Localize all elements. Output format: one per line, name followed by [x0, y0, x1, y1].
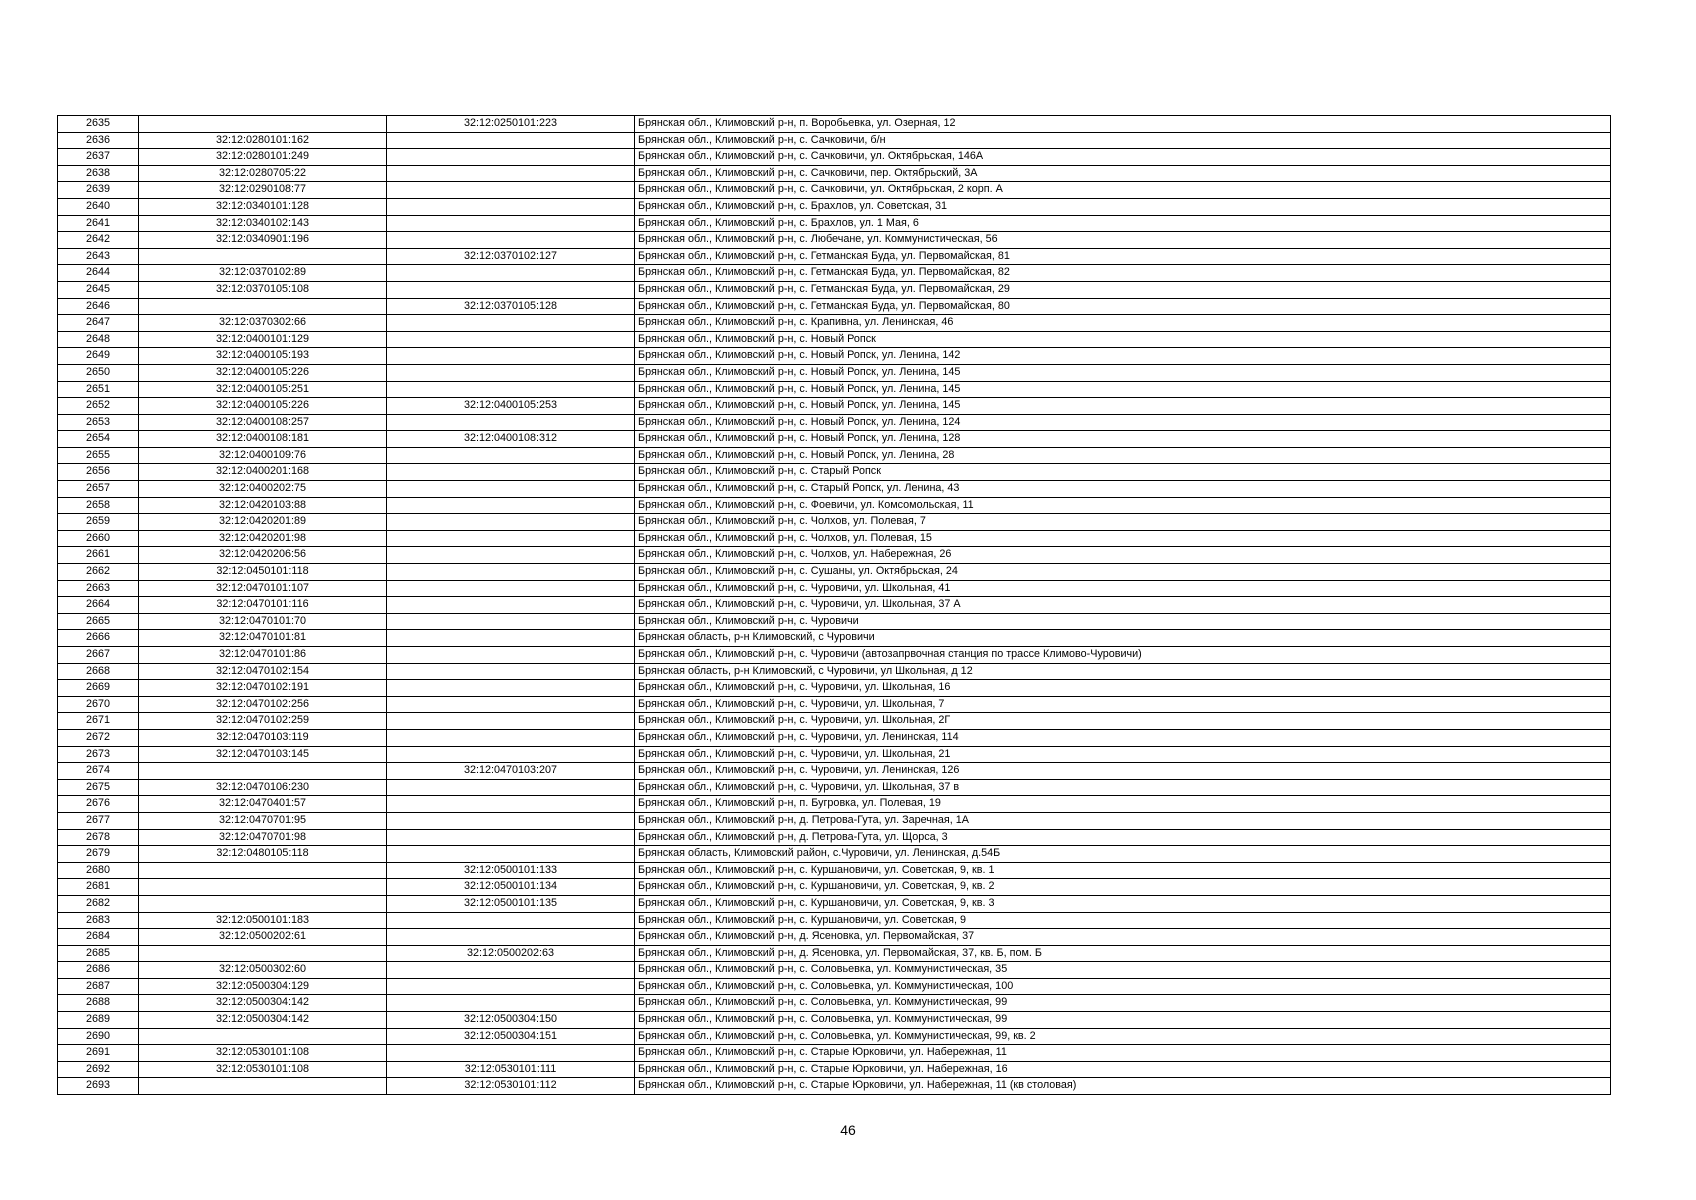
- row-number-cell: 2692: [58, 1061, 139, 1078]
- cadastral-number-cell: [139, 862, 387, 879]
- cadastral-number-2-cell: [387, 912, 635, 929]
- row-number-cell: 2685: [58, 945, 139, 962]
- address-cell: Брянская обл., Климовский р-н, с. Соловьевка, ул. Коммунистическая, 35: [635, 962, 1611, 979]
- cadastral-number-2-cell: [387, 796, 635, 813]
- address-cell: Брянская обл., Климовский р-н, с. Чуровичи, ул. Школьная, 7: [635, 696, 1611, 713]
- row-number-cell: 2635: [58, 116, 139, 133]
- cadastral-number-2-cell: 32:12:0500101:134: [387, 879, 635, 896]
- cadastral-number-cell: 32:12:0420206:56: [139, 547, 387, 564]
- cadastral-number-cell: 32:12:0280705:22: [139, 165, 387, 182]
- row-number-cell: 2657: [58, 481, 139, 498]
- cadastral-number-cell: 32:12:0470102:259: [139, 713, 387, 730]
- row-number-cell: 2684: [58, 929, 139, 946]
- cadastral-number-2-cell: [387, 348, 635, 365]
- table-row: [58, 364, 1611, 381]
- table-row: [58, 663, 1611, 680]
- table-row: [58, 862, 1611, 879]
- table-row: [58, 298, 1611, 315]
- address-cell: Брянская обл., Климовский р-н, с. Новый Ропск, ул. Ленина, 128: [635, 431, 1611, 448]
- table-row: [58, 779, 1611, 796]
- cadastral-number-2-cell: 32:12:0400105:253: [387, 398, 635, 415]
- cadastral-number-cell: 32:12:0340101:128: [139, 198, 387, 215]
- cadastral-number-2-cell: 32:12:0500101:135: [387, 895, 635, 912]
- cadastral-number-cell: [139, 895, 387, 912]
- address-cell: Брянская обл., Климовский р-н, с. Старый Ропск, ул. Ленина, 43: [635, 481, 1611, 498]
- cadastral-number-2-cell: [387, 680, 635, 697]
- table-row: [58, 398, 1611, 415]
- cadastral-number-2-cell: [387, 779, 635, 796]
- cadastral-number-2-cell: [387, 530, 635, 547]
- address-cell: Брянская обл., Климовский р-н, д. Петрова-Гута, ул. Заречная, 1А: [635, 812, 1611, 829]
- table-row: [58, 116, 1611, 133]
- address-cell: Брянская обл., Климовский р-н, с. Чуровичи, ул. Школьная, 37 А: [635, 597, 1611, 614]
- cadastral-number-2-cell: [387, 729, 635, 746]
- cadastral-number-cell: 32:12:0400105:226: [139, 398, 387, 415]
- cadastral-number-cell: 32:12:0340901:196: [139, 232, 387, 249]
- cadastral-number-cell: 32:12:0500302:60: [139, 962, 387, 979]
- address-cell: Брянская обл., Климовский р-н, с. Сачковичи, пер. Октябрьский, 3А: [635, 165, 1611, 182]
- row-number-cell: 2645: [58, 281, 139, 298]
- table-row: [58, 547, 1611, 564]
- row-number-cell: 2641: [58, 215, 139, 232]
- row-number-cell: 2674: [58, 763, 139, 780]
- cadastral-number-cell: 32:12:0470103:119: [139, 729, 387, 746]
- cadastral-number-2-cell: [387, 580, 635, 597]
- address-cell: Брянская обл., Климовский р-н, с. Соловьевка, ул. Коммунистическая, 99, кв. 2: [635, 1028, 1611, 1045]
- row-number-cell: 2688: [58, 995, 139, 1012]
- cadastral-number-2-cell: [387, 647, 635, 664]
- address-cell: Брянская обл., Климовский р-н, с. Новый Ропск, ул. Ленина, 124: [635, 414, 1611, 431]
- table-row: [58, 315, 1611, 332]
- cadastral-number-cell: 32:12:0400101:129: [139, 331, 387, 348]
- table-row: [58, 812, 1611, 829]
- table-row: [58, 431, 1611, 448]
- cadastral-number-2-cell: [387, 331, 635, 348]
- table-row: [58, 630, 1611, 647]
- address-cell: Брянская обл., Климовский р-н, с. Куршановичи, ул. Советская, 9, кв. 3: [635, 895, 1611, 912]
- cadastral-number-cell: [139, 879, 387, 896]
- cadastral-number-2-cell: [387, 165, 635, 182]
- cadastral-number-2-cell: [387, 281, 635, 298]
- address-cell: Брянская обл., Климовский р-н, с. Крапивна, ул. Ленинская, 46: [635, 315, 1611, 332]
- row-number-cell: 2642: [58, 232, 139, 249]
- address-cell: Брянская обл., Климовский р-н, с. Куршановичи, ул. Советская, 9, кв. 1: [635, 862, 1611, 879]
- cadastral-number-cell: 32:12:0370105:108: [139, 281, 387, 298]
- cadastral-number-2-cell: [387, 613, 635, 630]
- row-number-cell: 2649: [58, 348, 139, 365]
- cadastral-number-cell: [139, 116, 387, 133]
- address-cell: Брянская область, р-н Климовский, с Чуровичи, ул Школьная, д 12: [635, 663, 1611, 680]
- address-cell: Брянская обл., Климовский р-н, с. Новый Ропск, ул. Ленина, 28: [635, 447, 1611, 464]
- table-row: [58, 1061, 1611, 1078]
- cadastral-number-cell: 32:12:0370302:66: [139, 315, 387, 332]
- cadastral-number-cell: 32:12:0400105:193: [139, 348, 387, 365]
- cadastral-number-2-cell: [387, 597, 635, 614]
- row-number-cell: 2668: [58, 663, 139, 680]
- table-row: [58, 1028, 1611, 1045]
- cadastral-number-cell: 32:12:0470102:154: [139, 663, 387, 680]
- cadastral-number-2-cell: [387, 829, 635, 846]
- row-number-cell: 2666: [58, 630, 139, 647]
- address-cell: Брянская область, Климовский район, с.Чуровичи, ул. Ленинская, д.54Б: [635, 846, 1611, 863]
- cadastral-number-2-cell: [387, 364, 635, 381]
- table-row: [58, 729, 1611, 746]
- cadastral-number-2-cell: [387, 547, 635, 564]
- cadastral-number-2-cell: [387, 663, 635, 680]
- table-row: [58, 1078, 1611, 1095]
- row-number-cell: 2667: [58, 647, 139, 664]
- table-row: [58, 945, 1611, 962]
- row-number-cell: 2670: [58, 696, 139, 713]
- cadastral-number-cell: [139, 248, 387, 265]
- cadastral-number-cell: 32:12:0400108:181: [139, 431, 387, 448]
- row-number-cell: 2677: [58, 812, 139, 829]
- address-cell: Брянская обл., Климовский р-н, с. Сачковичи, ул. Октябрьская, 146А: [635, 149, 1611, 166]
- address-cell: Брянская обл., Климовский р-н, с. Чуровичи, ул. Ленинская, 126: [635, 763, 1611, 780]
- cadastral-number-cell: 32:12:0470101:86: [139, 647, 387, 664]
- cadastral-number-2-cell: [387, 464, 635, 481]
- cadastral-number-cell: 32:12:0370102:89: [139, 265, 387, 282]
- table-row: [58, 281, 1611, 298]
- address-cell: Брянская обл., Климовский р-н, с. Старые Юрковичи, ул. Набережная, 16: [635, 1061, 1611, 1078]
- cadastral-number-cell: 32:12:0470106:230: [139, 779, 387, 796]
- table-row: [58, 912, 1611, 929]
- address-cell: Брянская обл., Климовский р-н, с. Новый Ропск, ул. Ленина, 145: [635, 398, 1611, 415]
- cadastral-number-2-cell: [387, 812, 635, 829]
- address-cell: Брянская обл., Климовский р-н, с. Любечане, ул. Коммунистическая, 56: [635, 232, 1611, 249]
- cadastral-number-2-cell: 32:12:0500304:151: [387, 1028, 635, 1045]
- table-row: [58, 464, 1611, 481]
- address-cell: Брянская обл., Климовский р-н, с. Брахлов, ул. Советская, 31: [635, 198, 1611, 215]
- address-cell: Брянская обл., Климовский р-н, с. Сачковичи, б/н: [635, 132, 1611, 149]
- table-row: [58, 597, 1611, 614]
- table-row: [58, 414, 1611, 431]
- address-cell: Брянская обл., Климовский р-н, д. Ясеновка, ул. Первомайская, 37: [635, 929, 1611, 946]
- row-number-cell: 2653: [58, 414, 139, 431]
- address-cell: Брянская обл., Климовский р-н, с. Чуровичи, ул. Школьная, 41: [635, 580, 1611, 597]
- cadastral-number-2-cell: [387, 746, 635, 763]
- cadastral-number-2-cell: 32:12:0370102:127: [387, 248, 635, 265]
- row-number-cell: 2661: [58, 547, 139, 564]
- table-row: [58, 514, 1611, 531]
- cadastral-number-2-cell: [387, 381, 635, 398]
- address-cell: Брянская обл., Климовский р-н, п. Бугровка, ул. Полевая, 19: [635, 796, 1611, 813]
- row-number-cell: 2673: [58, 746, 139, 763]
- cadastral-number-cell: 32:12:0470102:256: [139, 696, 387, 713]
- row-number-cell: 2669: [58, 680, 139, 697]
- cadastral-number-cell: 32:12:0400108:257: [139, 414, 387, 431]
- table-row: [58, 182, 1611, 199]
- address-cell: Брянская обл., Климовский р-н, с. Брахлов, ул. 1 Мая, 6: [635, 215, 1611, 232]
- row-number-cell: 2639: [58, 182, 139, 199]
- cadastral-number-2-cell: [387, 929, 635, 946]
- cadastral-number-cell: 32:12:0500101:183: [139, 912, 387, 929]
- table-row: [58, 265, 1611, 282]
- address-cell: Брянская обл., Климовский р-н, с. Фоевичи, ул. Комсомольская, 11: [635, 497, 1611, 514]
- address-cell: Брянская обл., Климовский р-н, с. Новый Ропск, ул. Ленина, 145: [635, 381, 1611, 398]
- cadastral-number-cell: 32:12:0470701:95: [139, 812, 387, 829]
- cadastral-number-cell: 32:12:0280101:249: [139, 149, 387, 166]
- address-cell: Брянская обл., Климовский р-н, с. Новый Ропск, ул. Ленина, 145: [635, 364, 1611, 381]
- table-row: [58, 165, 1611, 182]
- registry-body: [58, 116, 1611, 1095]
- cadastral-number-cell: 32:12:0530101:108: [139, 1045, 387, 1062]
- cadastral-number-2-cell: [387, 514, 635, 531]
- address-cell: Брянская обл., Климовский р-н, п. Воробьевка, ул. Озерная, 12: [635, 116, 1611, 133]
- table-row: [58, 1012, 1611, 1029]
- address-cell: Брянская обл., Климовский р-н, с. Старые Юрковичи, ул. Набережная, 11: [635, 1045, 1611, 1062]
- address-cell: Брянская обл., Климовский р-н, с. Чолхов, ул. Полевая, 7: [635, 514, 1611, 531]
- cadastral-number-cell: 32:12:0500304:129: [139, 978, 387, 995]
- table-row: [58, 647, 1611, 664]
- row-number-cell: 2686: [58, 962, 139, 979]
- row-number-cell: 2672: [58, 729, 139, 746]
- row-number-cell: 2636: [58, 132, 139, 149]
- table-row: [58, 995, 1611, 1012]
- row-number-cell: 2681: [58, 879, 139, 896]
- address-cell: Брянская обл., Климовский р-н, с. Куршановичи, ул. Советская, 9: [635, 912, 1611, 929]
- address-cell: Брянская обл., Климовский р-н, с. Чуровичи, ул. Школьная, 21: [635, 746, 1611, 763]
- cadastral-number-cell: 32:12:0470101:107: [139, 580, 387, 597]
- cadastral-number-2-cell: 32:12:0500101:133: [387, 862, 635, 879]
- table-row: [58, 497, 1611, 514]
- row-number-cell: 2658: [58, 497, 139, 514]
- cadastral-number-2-cell: [387, 315, 635, 332]
- row-number-cell: 2652: [58, 398, 139, 415]
- address-cell: Брянская обл., Климовский р-н, с. Чуровичи (автозапрвочная станция по трассе Климово-Чуровичи): [635, 647, 1611, 664]
- cadastral-number-2-cell: [387, 182, 635, 199]
- address-cell: Брянская область, р-н Климовский, с Чуровичи: [635, 630, 1611, 647]
- address-cell: Брянская обл., Климовский р-н, с. Чолхов, ул. Набережная, 26: [635, 547, 1611, 564]
- address-cell: Брянская обл., Климовский р-н, с. Чолхов, ул. Полевая, 15: [635, 530, 1611, 547]
- address-cell: Брянская обл., Климовский р-н, с. Сушаны, ул. Октябрьская, 24: [635, 564, 1611, 581]
- address-cell: Брянская обл., Климовский р-н, с. Старые Юрковичи, ул. Набережная, 11 (кв столовая): [635, 1078, 1611, 1095]
- table-row: [58, 248, 1611, 265]
- cadastral-number-2-cell: [387, 713, 635, 730]
- cadastral-number-2-cell: [387, 1045, 635, 1062]
- address-cell: Брянская обл., Климовский р-н, д. Петрова-Гута, ул. Щорса, 3: [635, 829, 1611, 846]
- row-number-cell: 2687: [58, 978, 139, 995]
- cadastral-number-2-cell: [387, 414, 635, 431]
- cadastral-number-2-cell: 32:12:0470103:207: [387, 763, 635, 780]
- cadastral-number-cell: [139, 945, 387, 962]
- cadastral-number-2-cell: [387, 265, 635, 282]
- table-row: [58, 348, 1611, 365]
- cadastral-number-2-cell: [387, 630, 635, 647]
- address-cell: Брянская обл., Климовский р-н, с. Чуровичи, ул. Школьная, 2Г: [635, 713, 1611, 730]
- row-number-cell: 2676: [58, 796, 139, 813]
- table-row: [58, 530, 1611, 547]
- cadastral-number-cell: [139, 1028, 387, 1045]
- address-cell: Брянская обл., Климовский р-н, с. Гетманская Буда, ул. Первомайская, 82: [635, 265, 1611, 282]
- cadastral-number-cell: 32:12:0400109:76: [139, 447, 387, 464]
- row-number-cell: 2640: [58, 198, 139, 215]
- table-row: [58, 580, 1611, 597]
- table-row: [58, 132, 1611, 149]
- row-number-cell: 2655: [58, 447, 139, 464]
- table-row: [58, 879, 1611, 896]
- cadastral-number-cell: 32:12:0290108:77: [139, 182, 387, 199]
- cadastral-number-2-cell: [387, 447, 635, 464]
- table-row: [58, 331, 1611, 348]
- cadastral-number-2-cell: 32:12:0500202:63: [387, 945, 635, 962]
- row-number-cell: 2675: [58, 779, 139, 796]
- row-number-cell: 2647: [58, 315, 139, 332]
- cadastral-number-cell: 32:12:0340102:143: [139, 215, 387, 232]
- address-cell: Брянская обл., Климовский р-н, с. Чуровичи, ул. Школьная, 37 в: [635, 779, 1611, 796]
- address-cell: Брянская обл., Климовский р-н, с. Гетманская Буда, ул. Первомайская, 81: [635, 248, 1611, 265]
- address-cell: Брянская обл., Климовский р-н, с. Новый Ропск: [635, 331, 1611, 348]
- row-number-cell: 2665: [58, 613, 139, 630]
- cadastral-number-2-cell: [387, 481, 635, 498]
- address-cell: Брянская обл., Климовский р-н, с. Куршановичи, ул. Советская, 9, кв. 2: [635, 879, 1611, 896]
- row-number-cell: 2663: [58, 580, 139, 597]
- table-row: [58, 1045, 1611, 1062]
- table-row: [58, 796, 1611, 813]
- table-row: [58, 895, 1611, 912]
- cadastral-number-cell: 32:12:0420103:88: [139, 497, 387, 514]
- cadastral-number-2-cell: [387, 132, 635, 149]
- registry-table: [57, 115, 1611, 1095]
- row-number-cell: 2682: [58, 895, 139, 912]
- table-row: [58, 481, 1611, 498]
- table-row: [58, 846, 1611, 863]
- cadastral-number-cell: 32:12:0530101:108: [139, 1061, 387, 1078]
- cadastral-number-cell: [139, 298, 387, 315]
- cadastral-number-cell: 32:12:0420201:98: [139, 530, 387, 547]
- row-number-cell: 2680: [58, 862, 139, 879]
- cadastral-number-2-cell: [387, 149, 635, 166]
- cadastral-number-cell: 32:12:0470102:191: [139, 680, 387, 697]
- cadastral-number-cell: 32:12:0470103:145: [139, 746, 387, 763]
- address-cell: Брянская обл., Климовский р-н, с. Новый Ропск, ул. Ленина, 142: [635, 348, 1611, 365]
- address-cell: Брянская обл., Климовский р-н, с. Сачковичи, ул. Октябрьская, 2 корп. А: [635, 182, 1611, 199]
- row-number-cell: 2678: [58, 829, 139, 846]
- cadastral-number-2-cell: [387, 962, 635, 979]
- address-cell: Брянская обл., Климовский р-н, с. Старый Ропск: [635, 464, 1611, 481]
- row-number-cell: 2660: [58, 530, 139, 547]
- cadastral-number-2-cell: [387, 696, 635, 713]
- address-cell: Брянская обл., Климовский р-н, с. Гетманская Буда, ул. Первомайская, 80: [635, 298, 1611, 315]
- table-row: [58, 713, 1611, 730]
- row-number-cell: 2683: [58, 912, 139, 929]
- table-row: [58, 978, 1611, 995]
- table-row: [58, 381, 1611, 398]
- table-row: [58, 198, 1611, 215]
- table-row: [58, 829, 1611, 846]
- cadastral-number-2-cell: 32:12:0500304:150: [387, 1012, 635, 1029]
- row-number-cell: 2643: [58, 248, 139, 265]
- table-row: [58, 564, 1611, 581]
- cadastral-number-2-cell: 32:12:0400108:312: [387, 431, 635, 448]
- row-number-cell: 2638: [58, 165, 139, 182]
- table-row: [58, 763, 1611, 780]
- cadastral-number-cell: [139, 763, 387, 780]
- row-number-cell: 2654: [58, 431, 139, 448]
- row-number-cell: 2656: [58, 464, 139, 481]
- row-number-cell: 2671: [58, 713, 139, 730]
- cadastral-number-2-cell: [387, 846, 635, 863]
- cadastral-number-2-cell: 32:12:0530101:112: [387, 1078, 635, 1095]
- row-number-cell: 2691: [58, 1045, 139, 1062]
- cadastral-number-cell: 32:12:0500304:142: [139, 995, 387, 1012]
- address-cell: Брянская обл., Климовский р-н, с. Чуровичи, ул. Ленинская, 114: [635, 729, 1611, 746]
- cadastral-number-2-cell: 32:12:0370105:128: [387, 298, 635, 315]
- row-number-cell: 2650: [58, 364, 139, 381]
- cadastral-number-cell: 32:12:0470701:98: [139, 829, 387, 846]
- cadastral-number-cell: 32:12:0470101:116: [139, 597, 387, 614]
- address-cell: Брянская обл., Климовский р-н, с. Соловьевка, ул. Коммунистическая, 99: [635, 1012, 1611, 1029]
- cadastral-number-cell: 32:12:0500202:61: [139, 929, 387, 946]
- row-number-cell: 2646: [58, 298, 139, 315]
- cadastral-number-2-cell: [387, 215, 635, 232]
- table-row: [58, 215, 1611, 232]
- cadastral-number-2-cell: [387, 564, 635, 581]
- address-cell: Брянская обл., Климовский р-н, с. Соловьевка, ул. Коммунистическая, 99: [635, 995, 1611, 1012]
- address-cell: Брянская обл., Климовский р-н, д. Ясеновка, ул. Первомайская, 37, кв. Б, пом. Б: [635, 945, 1611, 962]
- cadastral-number-cell: 32:12:0470101:70: [139, 613, 387, 630]
- row-number-cell: 2693: [58, 1078, 139, 1095]
- table-row: [58, 929, 1611, 946]
- table-row: [58, 746, 1611, 763]
- table-row: [58, 696, 1611, 713]
- row-number-cell: 2648: [58, 331, 139, 348]
- row-number-cell: 2664: [58, 597, 139, 614]
- cadastral-number-cell: 32:12:0450101:118: [139, 564, 387, 581]
- address-cell: Брянская обл., Климовский р-н, с. Соловьевка, ул. Коммунистическая, 100: [635, 978, 1611, 995]
- table-row: [58, 232, 1611, 249]
- cadastral-number-cell: 32:12:0470101:81: [139, 630, 387, 647]
- cadastral-number-2-cell: [387, 995, 635, 1012]
- address-cell: Брянская обл., Климовский р-н, с. Гетманская Буда, ул. Первомайская, 29: [635, 281, 1611, 298]
- table-row: [58, 447, 1611, 464]
- cadastral-number-2-cell: 32:12:0250101:223: [387, 116, 635, 133]
- row-number-cell: 2689: [58, 1012, 139, 1029]
- cadastral-number-2-cell: [387, 232, 635, 249]
- cadastral-number-cell: 32:12:0400202:75: [139, 481, 387, 498]
- cadastral-number-2-cell: [387, 497, 635, 514]
- cadastral-number-cell: 32:12:0420201:89: [139, 514, 387, 531]
- cadastral-number-2-cell: [387, 198, 635, 215]
- cadastral-number-2-cell: [387, 978, 635, 995]
- cadastral-number-cell: 32:12:0480105:118: [139, 846, 387, 863]
- cadastral-number-cell: 32:12:0500304:142: [139, 1012, 387, 1029]
- address-cell: Брянская обл., Климовский р-н, с. Чуровичи, ул. Школьная, 16: [635, 680, 1611, 697]
- cadastral-number-cell: [139, 1078, 387, 1095]
- cadastral-number-cell: 32:12:0400105:226: [139, 364, 387, 381]
- address-cell: Брянская обл., Климовский р-н, с. Чуровичи: [635, 613, 1611, 630]
- cadastral-number-cell: 32:12:0400201:168: [139, 464, 387, 481]
- row-number-cell: 2637: [58, 149, 139, 166]
- table-row: [58, 962, 1611, 979]
- row-number-cell: 2651: [58, 381, 139, 398]
- page-number: 46: [840, 1122, 856, 1138]
- row-number-cell: 2662: [58, 564, 139, 581]
- row-number-cell: 2659: [58, 514, 139, 531]
- table-row: [58, 613, 1611, 630]
- row-number-cell: 2679: [58, 846, 139, 863]
- cadastral-number-cell: 32:12:0400105:251: [139, 381, 387, 398]
- cadastral-number-cell: 32:12:0280101:162: [139, 132, 387, 149]
- cadastral-number-2-cell: 32:12:0530101:111: [387, 1061, 635, 1078]
- table-row: [58, 149, 1611, 166]
- table-row: [58, 680, 1611, 697]
- cadastral-number-cell: 32:12:0470401:57: [139, 796, 387, 813]
- row-number-cell: 2644: [58, 265, 139, 282]
- row-number-cell: 2690: [58, 1028, 139, 1045]
